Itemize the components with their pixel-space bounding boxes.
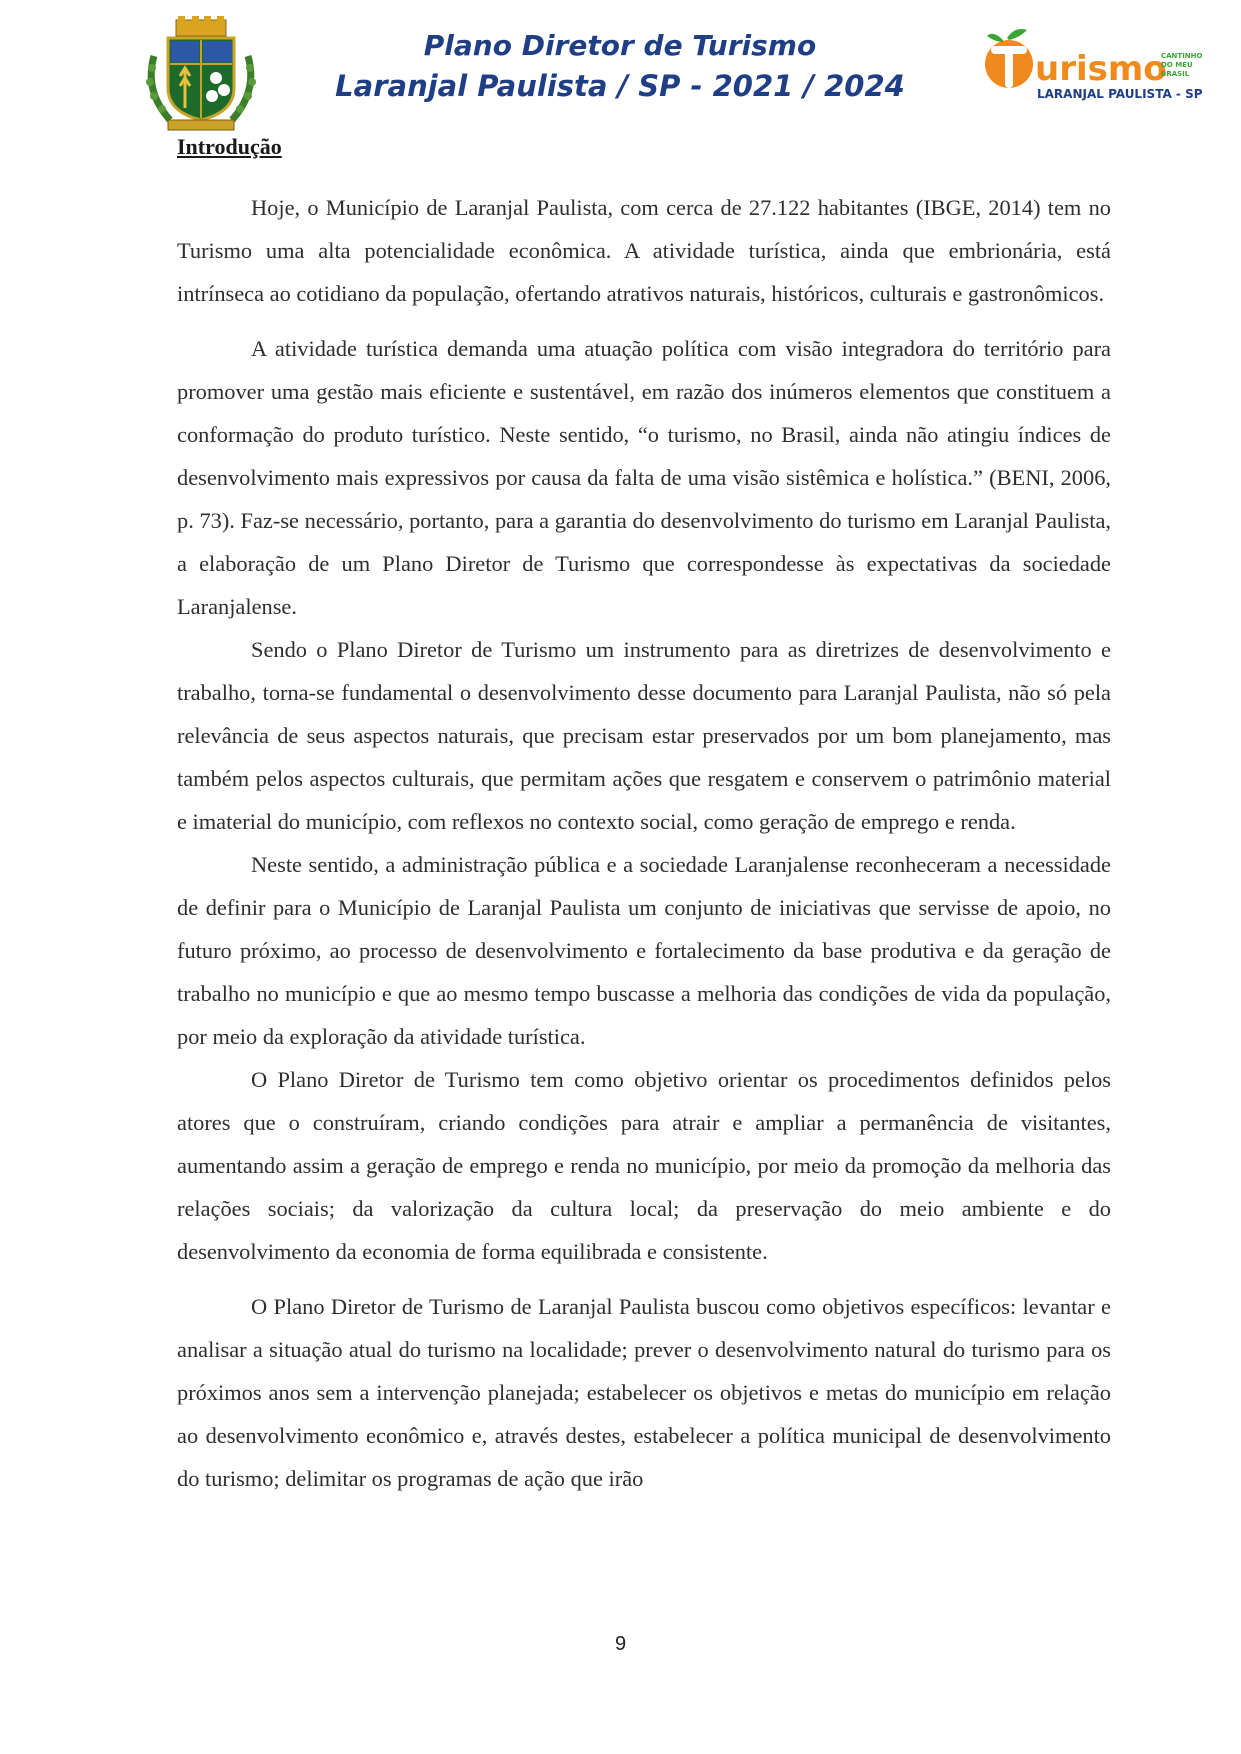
brand-logo-tagline-2: DO MEU [1161,61,1193,69]
paragraph-3: Sendo o Plano Diretor de Turismo um instrumento para as diretrizes de desenvolvimento e trabalho, torna-se fundamental o desenvolvimento desse documento para Laranjal Paulista, não só pela relevância de seus aspectos naturais, que precisam estar preservados por um bom planejamento, mas também pelos aspectos culturais, que permitam ações que resgatem e conservem o patrimônio material e imaterial do município, com reflexos no contexto social, como geração de emprego e renda. [177,637,1111,834]
header-title [320,26,920,106]
header-title-line1: Plano Diretor de Turismo [423,29,817,62]
paragraph-1: Hoje, o Município de Laranjal Paulista, com cerca de 27.122 habitantes (IBGE, 2014) tem no Turismo uma alta potencialidade econômica. A atividade turística, ainda que embrionária, está intrínseca ao cotidiano da população, ofertando atrativos naturais, históricos, culturais e gastronômicos. [177,195,1111,306]
paragraph-2: A atividade turística demanda uma atuação política com visão integradora do território para promover uma gestão mais eficiente e sustentável, em razão dos inúmeros elementos que constituem a conformação do produto turístico. Neste sentido, “o turismo, no Brasil, ainda não atingiu índices de desenvolvimento mais expressivos por causa da falta de uma visão sistêmica e holística.” (BENI, 2006, p. 73). Faz-se necessário, portanto, para a garantia do desenvolvimento do turismo em Laranjal Paulista, a elaboração de um Plano Diretor de Turismo que correspondesse às expectativas da sociedade Laranjalense. [177,336,1111,619]
section-heading: Introdução [177,134,282,159]
header-title-line2: Laranjal Paulista / SP - 2021 / 2024 [335,69,905,103]
brand-logo-tagline-3: BRASIL [1161,70,1190,78]
brand-logo-word: urismo [1035,49,1167,89]
paragraph-6: O Plano Diretor de Turismo de Laranjal Paulista buscou como objetivos específicos: levantar e analisar a situação atual do turismo na localidade; prever o desenvolvimento natural do turismo para os próximos anos sem a intervenção planejada; estabelecer os objetivos e metas do município em relação ao desenvolvimento econômico e, através destes, estabelecer a política municipal de desenvolvimento do turismo; delimitar os programas de ação que irão [177,1294,1111,1491]
brand-logo-subtitle: LARANJAL PAULISTA - SP [1037,87,1203,101]
page-number: 9 [614,1633,627,1655]
municipal-coat-of-arms-icon [140,16,262,134]
body-text [177,186,1111,1500]
turismo-brand-logo [975,24,1215,104]
brand-logo-tagline-1: CANTINHO [1161,52,1203,60]
paragraph-4: Neste sentido, a administração pública e a sociedade Laranjalense reconheceram a necessidade de definir para o Município de Laranjal Paulista um conjunto de iniciativas que servisse de apoio, no futuro próximo, ao processo de desenvolvimento e fortalecimento da base produtiva e da geração de trabalho no município e que ao mesmo tempo buscasse a melhoria das condições de vida da população, por meio da exploração da atividade turística. [177,852,1111,1049]
paragraph-5: O Plano Diretor de Turismo tem como objetivo orientar os procedimentos definidos pelos atores que o construíram, criando condições para atrair e ampliar a permanência de visitantes, aumentando assim a geração de emprego e renda no município, por meio da promoção da melhoria das relações sociais; da valorização da cultura local; da preservação do meio ambiente e do desenvolvimento da economia de forma equilibrada e consistente. [177,1067,1111,1264]
